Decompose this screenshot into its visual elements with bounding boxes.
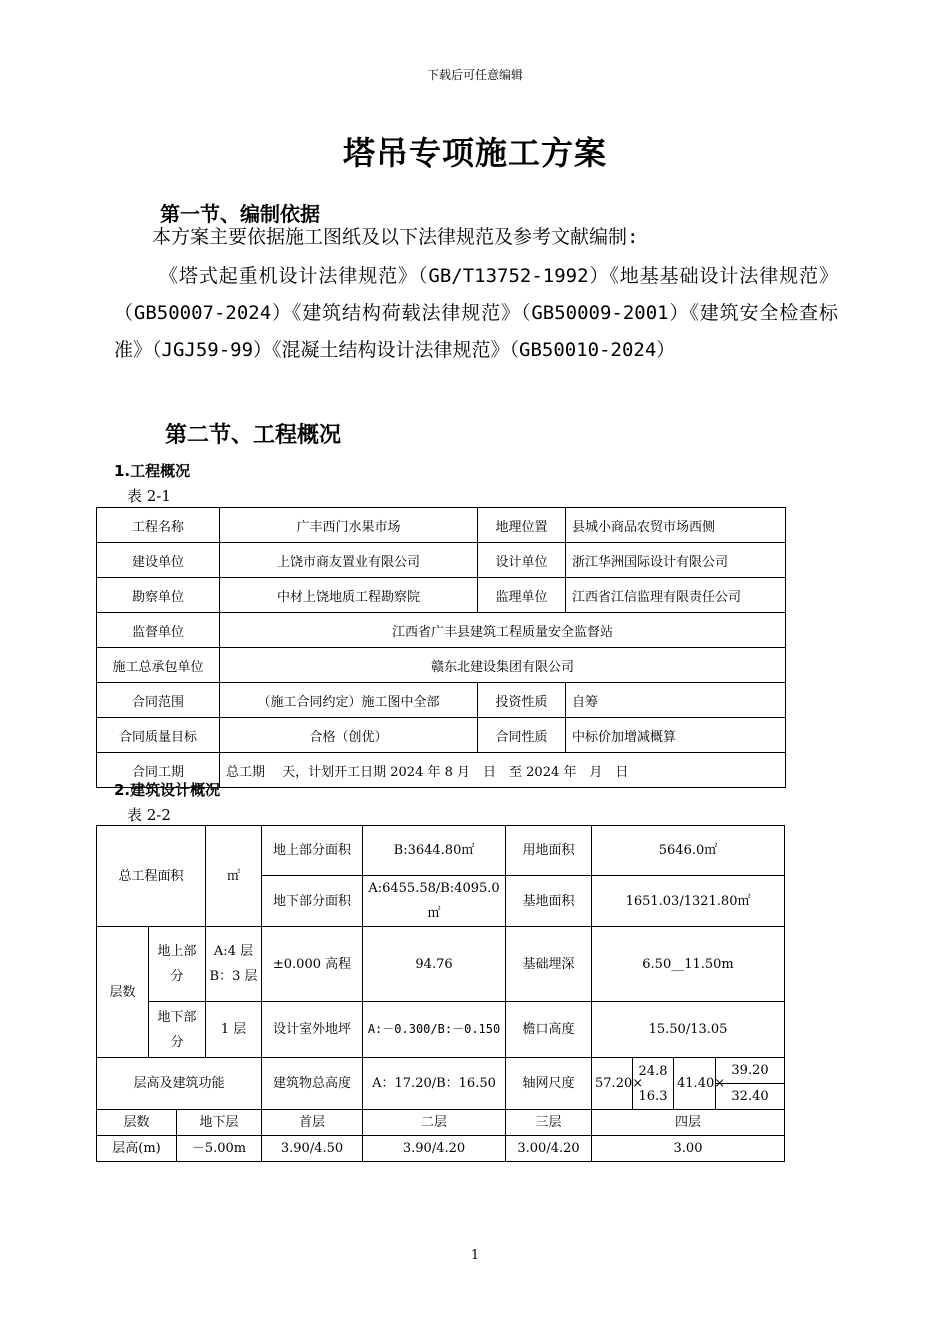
contract-nature-value: 中标价加增减概算 (566, 718, 786, 753)
duration-value: 总工期 天，计划开工日期 2024 年 8 月 日 至 2024 年 月 日 (220, 753, 786, 788)
elevation-label: ±0.000 高程 (262, 927, 363, 1002)
document-title: 塔吊专项施工方案 (342, 134, 607, 172)
above-floors-value: A:4 层 B：3 层 (206, 927, 262, 1002)
base-area-label: 基地面积 (506, 876, 592, 927)
contractor-value: 赣东北建设集团有限公司 (220, 648, 786, 683)
land-area-value: 5646.0㎡ (592, 826, 785, 876)
land-area-label: 用地面积 (506, 826, 592, 876)
eave-height-value: 15.50/13.05 (592, 1002, 785, 1058)
above-area-value: B:3644.80㎡ (363, 826, 506, 876)
table-row (97, 648, 786, 683)
grid-size-4a: 39.20 (716, 1058, 784, 1084)
investment-value: 自筹 (566, 683, 786, 718)
elevation-value: 94.76 (363, 927, 506, 1002)
table-row (97, 1136, 785, 1162)
third-floor-header: 三层 (506, 1110, 592, 1136)
grid-size-1: 57.20× (592, 1058, 633, 1110)
project-name-label: 工程名称 (97, 508, 220, 543)
foundation-depth-value: 6.50__11.50m (592, 927, 785, 1002)
quality-target-label: 合同质量目标 (97, 718, 220, 753)
first-floor-header: 首层 (262, 1110, 363, 1136)
total-area-label: 总工程面积 (97, 826, 206, 927)
outdoor-grade-label: 设计室外地坪 (262, 1002, 363, 1058)
designer-label: 设计单位 (478, 543, 566, 578)
quality-target-value: 合格（创优） (220, 718, 478, 753)
investment-label: 投资性质 (478, 683, 566, 718)
survey-value: 中材上饶地质工程勘察院 (220, 578, 478, 613)
designer-value: 浙江华洲国际设计有限公司 (566, 543, 786, 578)
table-row (97, 683, 786, 718)
subsection-1-heading: 1.工程概况 (114, 462, 191, 480)
above-ground-label: 地上部分 (149, 927, 206, 1002)
below-floors-value: 1 层 (206, 1002, 262, 1058)
owner-label: 建设单位 (97, 543, 220, 578)
section-2-heading: 第二节、工程概况 (165, 423, 342, 448)
survey-label: 勘察单位 (97, 578, 220, 613)
second-floor-height: 3.90/4.20 (363, 1136, 506, 1162)
fourth-floor-header: 四层 (592, 1110, 785, 1136)
building-height-value: A：17.20/B：16.50 (363, 1058, 506, 1110)
project-overview-table (96, 507, 786, 788)
header-note: 下载后可任意编辑 (426, 68, 523, 82)
second-floor-header: 二层 (363, 1110, 506, 1136)
oversight-value: 江西省广丰县建筑工程质量安全监督站 (220, 613, 786, 648)
outdoor-grade-value: A:－0.300/B:－0.150 (363, 1002, 506, 1058)
foundation-depth-label: 基础埋深 (506, 927, 592, 1002)
basement-height: －5.00m (177, 1136, 262, 1162)
storey-function-label: 层高及建筑功能 (97, 1058, 262, 1110)
duration-label: 合同工期 (97, 753, 220, 788)
above-area-label: 地上部分面积 (262, 826, 363, 876)
table-row (97, 508, 786, 543)
owner-value: 上饶市商友置业有限公司 (220, 543, 478, 578)
total-area-unit: ㎡ (206, 826, 262, 927)
table-row (97, 543, 786, 578)
oversight-label: 监督单位 (97, 613, 220, 648)
eave-height-label: 檐口高度 (506, 1002, 592, 1058)
table-row (97, 927, 785, 1002)
building-height-label: 建筑物总高度 (262, 1058, 363, 1110)
table-2-1-caption: 表 2-1 (127, 487, 171, 505)
table-row (97, 718, 786, 753)
supervisor-label: 监理单位 (478, 578, 566, 613)
storey-height-label: 层高(m) (97, 1136, 177, 1162)
grid-size-4 (716, 1058, 785, 1110)
subsection-2-heading: 2.建筑设计概况 (114, 781, 221, 799)
floors-label: 层数 (97, 927, 149, 1058)
table-row (97, 613, 786, 648)
below-ground-label: 地下部分 (149, 1002, 206, 1058)
design-overview-table (96, 825, 785, 1162)
project-name-value: 广丰西门水果市场 (220, 508, 478, 543)
table-row (97, 1058, 785, 1110)
grid-size-4b: 32.40 (731, 1089, 769, 1104)
below-area-value: A:6455.58/B:4095.0㎡ (363, 876, 506, 927)
table-row (97, 578, 786, 613)
storey-header: 层数 (97, 1110, 177, 1136)
basement-header: 地下层 (177, 1110, 262, 1136)
grid-size-3: 41.40× (674, 1058, 716, 1110)
contractor-label: 施工总承包单位 (97, 648, 220, 683)
section-1-heading: 第一节、编制依据 (160, 202, 320, 226)
page-number: 1 (470, 1248, 480, 1263)
grid-size-label: 轴网尺度 (506, 1058, 592, 1110)
table-row (97, 826, 785, 876)
table-row (97, 1002, 785, 1058)
first-floor-height: 3.90/4.50 (262, 1136, 363, 1162)
contract-scope-value: （施工合同约定）施工图中全部 (220, 683, 478, 718)
fourth-floor-height: 3.00 (592, 1136, 785, 1162)
supervisor-value: 江西省江信监理有限责任公司 (566, 578, 786, 613)
contract-scope-label: 合同范围 (97, 683, 220, 718)
location-label: 地理位置 (478, 508, 566, 543)
table-row (97, 1110, 785, 1136)
section-1-intro: 本方案主要依据施工图纸及以下法律规范及参考文献编制: (152, 226, 639, 248)
contract-nature-label: 合同性质 (478, 718, 566, 753)
grid-size-2: 24.8 16.3 (633, 1058, 674, 1110)
below-area-label: 地下部分面积 (262, 876, 363, 927)
location-value: 县城小商品农贸市场西侧 (566, 508, 786, 543)
base-area-value: 1651.03/1321.80㎡ (592, 876, 785, 927)
section-1-references: 《塔式起重机设计法律规范》（GB/T13752-1992）《地基基础设计法律规范》（GB50007-2024）《建筑结构荷载法律规范》（GB50009-2001）《建筑安全检查标准》（JGJ59-99）《混凝土结构设计法律规范》（GB50010-2024） (114, 265, 838, 361)
third-floor-height: 3.00/4.20 (506, 1136, 592, 1162)
table-2-2-caption: 表 2-2 (127, 806, 171, 824)
